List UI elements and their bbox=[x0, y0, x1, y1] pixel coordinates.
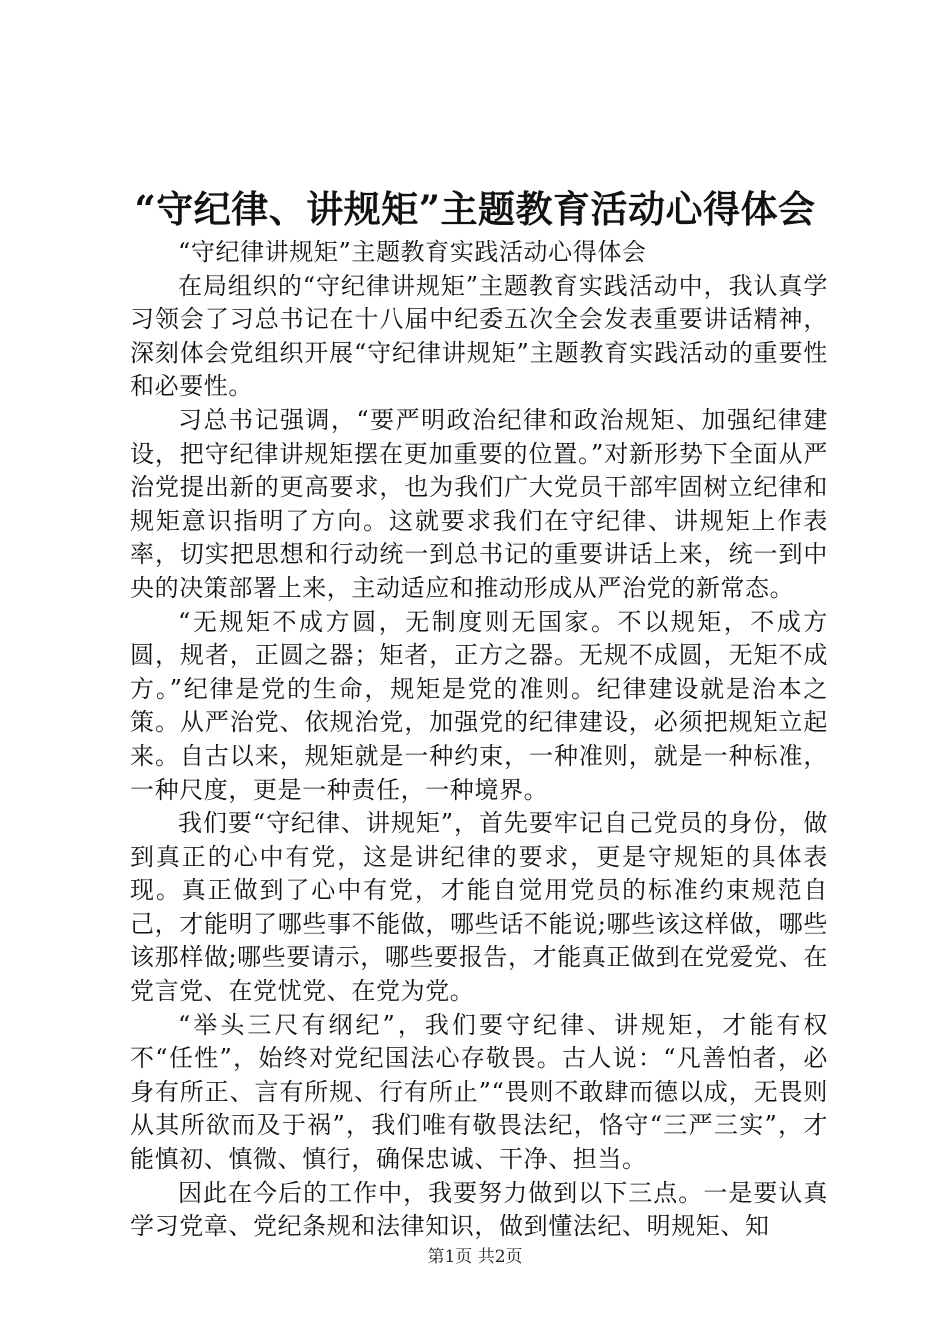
page-number-footer: 第1页 共2页 bbox=[427, 1247, 523, 1267]
paragraph: “无规矩不成方圆，无制度则无国家。不以规矩，不成方圆，规者，正圆之器；矩者，正方之器。无规不成圆，无矩不成方。”纪律是党的生命，规矩是党的准则。纪律建设就是治本之策。从严治党、依规治党，加强党的纪律建设，必须把规矩立起来。自古以来，规矩就是一种约束，一种准则，就是一种标准，一种尺度，更是一种责任，一种境界。 bbox=[130, 607, 828, 804]
paragraph: “举头三尺有纲纪”，我们要守纪律、讲规矩，才能有权不“任性”，始终对党纪国法心存敬畏。古人说：“凡善怕者，必身有所正、言有所规、行有所止”“畏则不敢肆而德以成，无畏则从其所欲而及于祸”，我们唯有敬畏法纪，恪守“三严三实”，才能慎初、慎微、慎行，确保忠诚、干净、担当。 bbox=[130, 1010, 828, 1174]
paragraph: 在局组织的“守纪律讲规矩”主题教育实践活动中，我认真学习领会了习总书记在十八届中纪委五次全会发表重要讲话精神，深刻体会党组织开展“守纪律讲规矩”主题教育实践活动的重要性和必要性。 bbox=[130, 271, 828, 401]
document-title: “守纪律、讲规矩”主题教育活动心得体会 bbox=[134, 187, 816, 231]
paragraph: 因此在今后的工作中，我要努力做到以下三点。一是要认真学习党章、党纪条规和法律知识，做到懂法纪、明规矩、知 bbox=[130, 1178, 828, 1241]
paragraph-subtitle: “守纪律讲规矩”主题教育实践活动心得体会 bbox=[178, 238, 647, 266]
document-body bbox=[130, 236, 828, 1244]
paragraph: 习总书记强调，“要严明政治纪律和政治规矩、加强纪律建设，把守纪律讲规矩摆在更加重要的位置。”对新形势下全面从严治党提出新的更高要求，也为我们广大党员干部牢固树立纪律和规矩意识指明了方向。这就要求我们在守纪律、讲规矩上作表率，切实把思想和行动统一到总书记的重要讲话上来，统一到中央的决策部署上来，主动适应和推动形成从严治党的新常态。 bbox=[130, 405, 828, 602]
paragraph: 我们要“守纪律、讲规矩”，首先要牢记自己党员的身份，做到真正的心中有党，这是讲纪律的要求，更是守规矩的具体表现。真正做到了心中有党，才能自觉用党员的标准约束规范自己，才能明了哪些事不能做，哪些话不能说;哪些该这样做，哪些该那样做;哪些要请示，哪些要报告，才能真正做到在党爱党、在党言党、在党忧党、在党为党。 bbox=[130, 809, 828, 1006]
